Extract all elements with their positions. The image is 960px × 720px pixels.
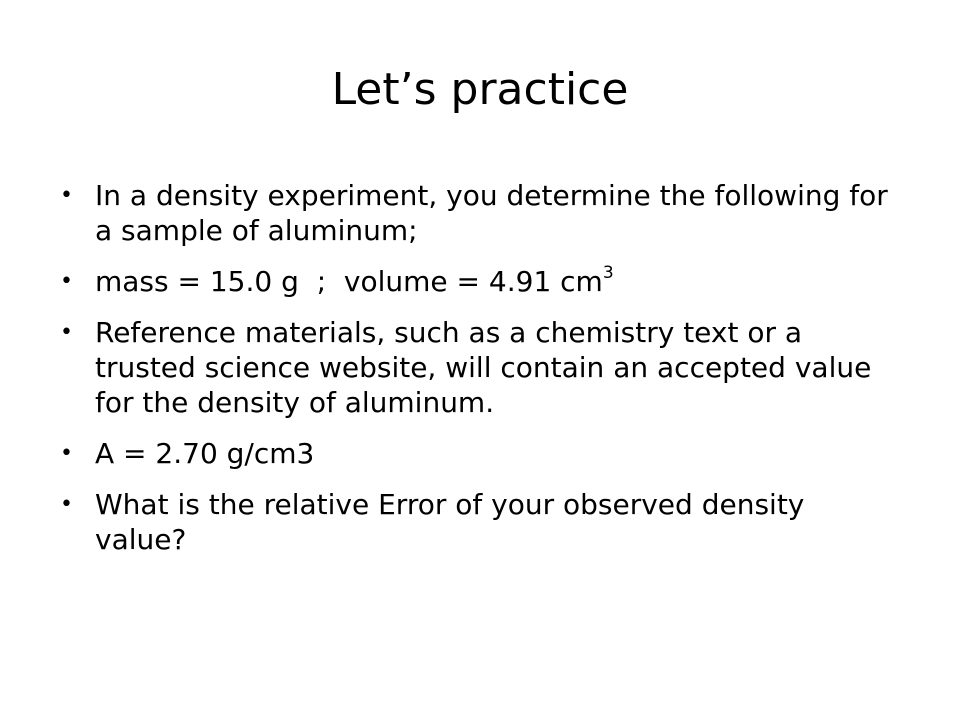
bullet-text: A = 2.70 g/cm3 — [95, 437, 315, 470]
bullet-text: Reference materials, such as a chemistry text or a trusted science website, will contain an accepted value for the density of aluminum. — [95, 316, 872, 419]
bullet-point-icon: • — [60, 183, 73, 208]
bullet-point-icon: • — [60, 269, 73, 294]
bullet-text: In a density experiment, you determine the following for a sample of aluminum; — [95, 179, 888, 247]
bullet-text: mass = 15.0 g ; volume = 4.91 cm — [95, 265, 603, 298]
bullet-item — [56, 315, 896, 420]
slide-title: Let’s practice — [331, 64, 629, 115]
bullet-point-icon: • — [60, 492, 73, 517]
bullet-item — [56, 264, 896, 299]
bullet-point-icon: • — [60, 320, 73, 345]
bullet-item — [56, 487, 896, 557]
bullet-text-with-unit — [95, 265, 614, 298]
bullet-item — [56, 178, 896, 248]
superscript-exponent: 3 — [602, 263, 614, 283]
bullet-list — [56, 178, 896, 573]
bullet-text: What is the relative Error of your observed density value? — [95, 488, 805, 556]
bullet-item — [56, 436, 896, 471]
bullet-point-icon: • — [60, 441, 73, 466]
